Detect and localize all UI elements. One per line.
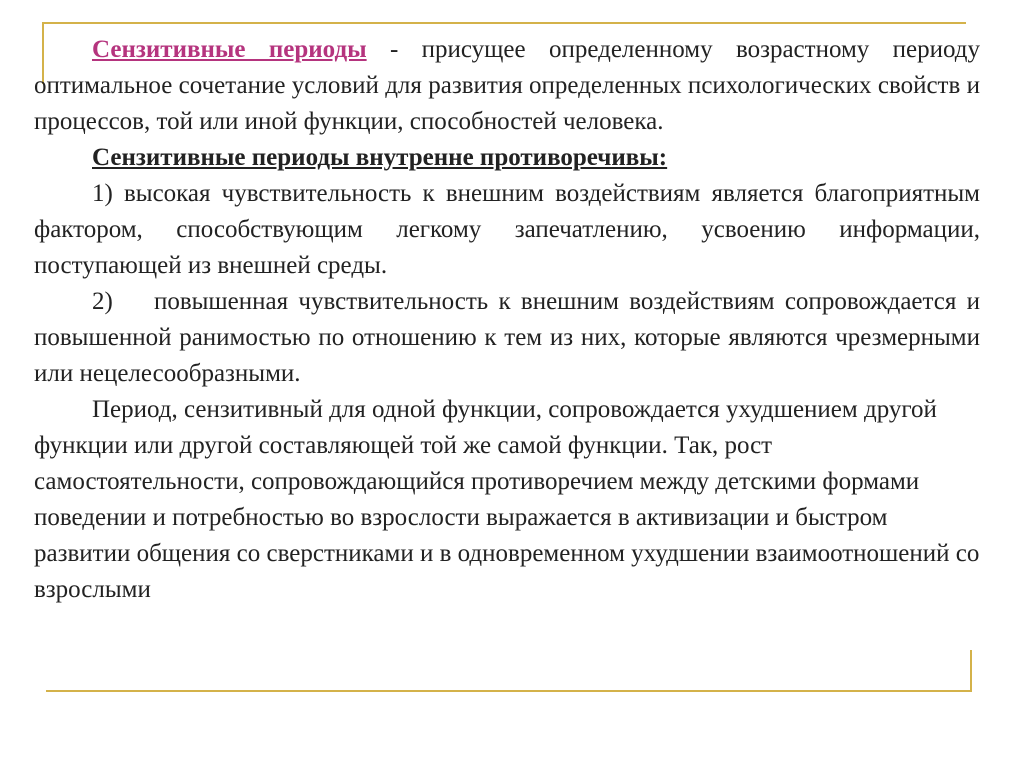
definition-text: - присущее определенному возрастному периоду оптимальное сочетание условий для развития определенных психологических свойств и процессов, той или иной функции, способностей человека.	[34, 36, 980, 135]
point-1: 1) высокая чувствительность к внешним воздействиям является благоприятным фактором, способствующим легкому запечатлению, усвоению информации, поступающей из внешней среды.	[34, 180, 980, 279]
definition-paragraph	[34, 32, 980, 140]
contradiction-heading-paragraph	[34, 140, 980, 176]
conclusion-paragraph: Период, сензитивный для одной функции, сопровождается ухудшением другой функции или другой составляющей той же самой функции. Так, рост самостоятельности, сопровождающийся противоречием между детскими формами поведении и потребностью во взрослости выражается в активизации и быстром развитии общения со сверстниками и в одновременном ухудшении взаимоотношений со взрослыми	[34, 396, 980, 603]
point-2: 2) повышенная чувствительность к внешним воздействиям сопровождается и повышенной ранимостью по отношению к тем из них, которые являются чрезмерными или нецелесообразными.	[34, 288, 987, 387]
frame-rule-bottom	[46, 690, 972, 692]
frame-rule-right	[970, 650, 972, 692]
contradiction-heading: Сензитивные периоды внутренне противоречивы:	[92, 144, 668, 171]
slide-content	[34, 32, 987, 608]
frame-rule-top	[42, 22, 966, 24]
definition-term: Сензитивные периоды	[92, 36, 367, 63]
